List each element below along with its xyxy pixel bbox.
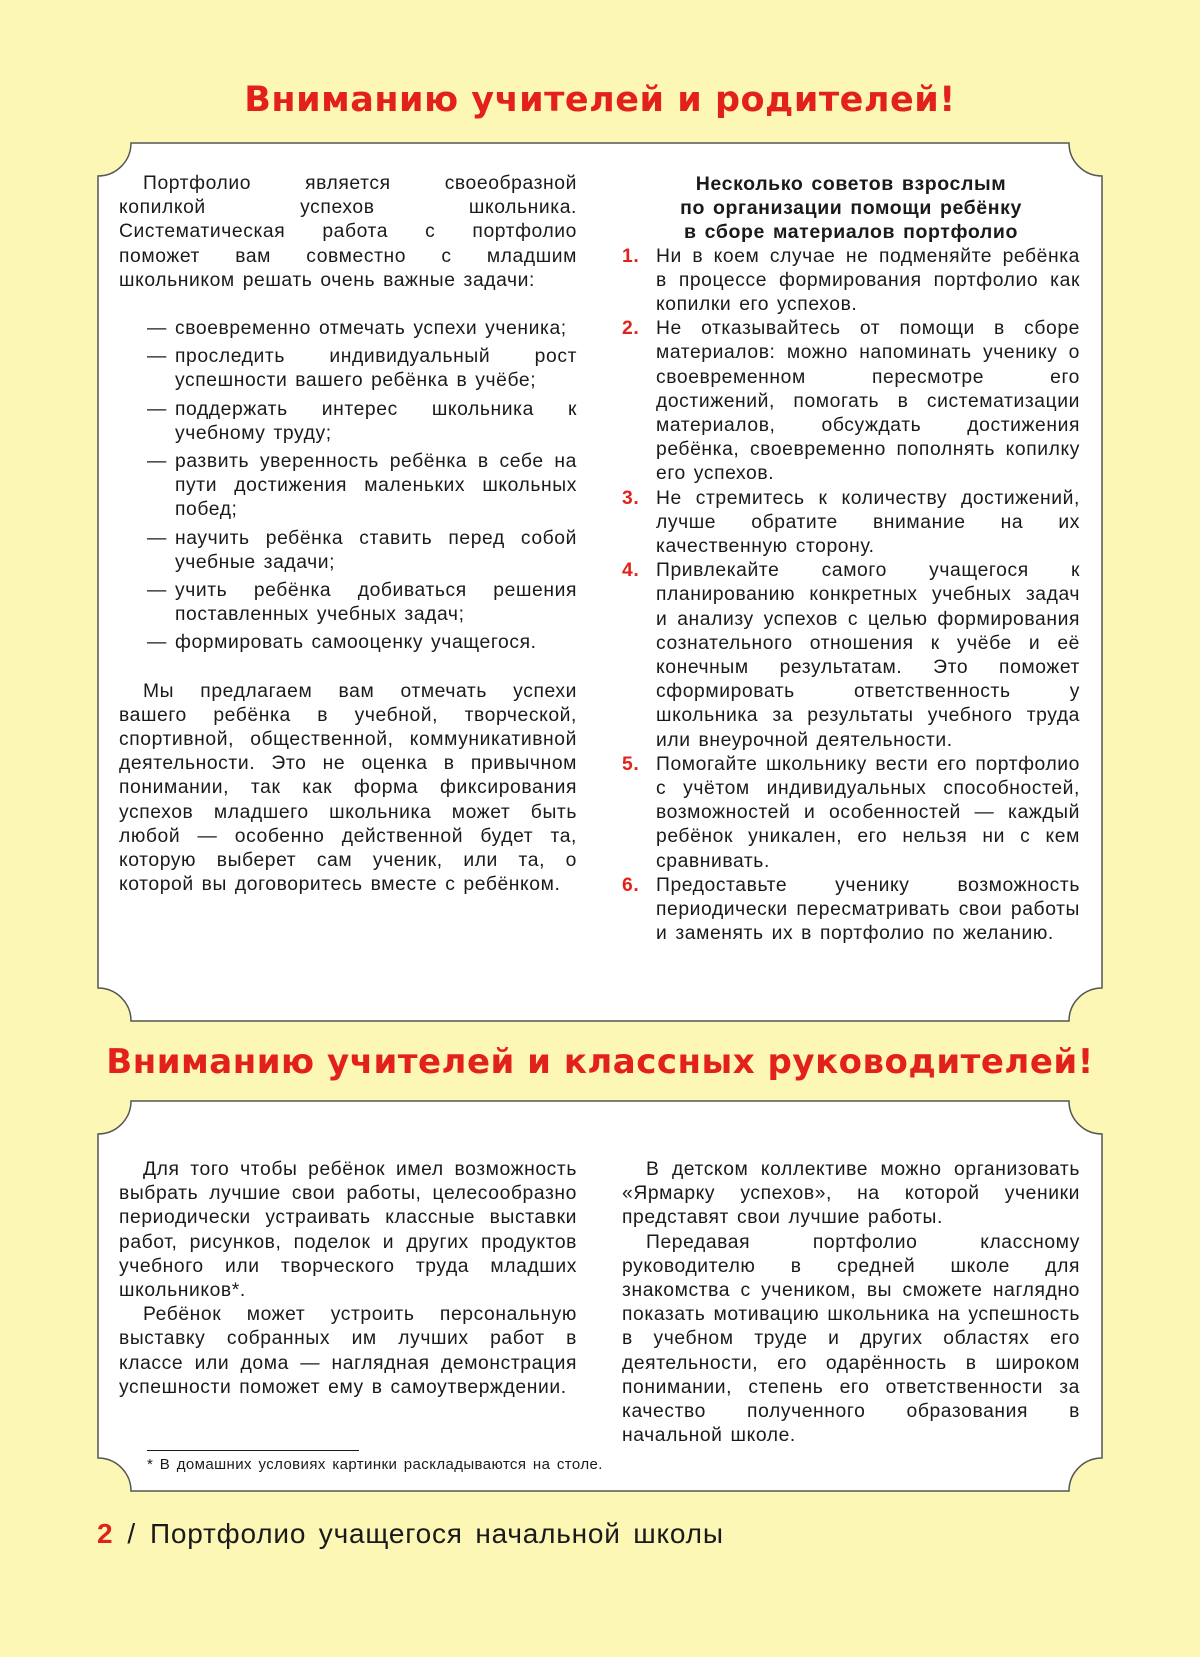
tips-column	[622, 172, 1080, 947]
tip-number: 1.	[622, 245, 640, 267]
tip-item: 6. Предоставьте ученику возможность периодически пересматривать свои работы и заменять их в портфолио по желанию.	[622, 874, 1080, 945]
heading-teachers-parents: Вниманию учителей и родителей!	[244, 80, 956, 120]
paragraph: В детском коллективе можно организовать «Ярмарку успехов», на которой ученики представят свои лучшие работы.	[622, 1159, 1080, 1229]
page-footer	[97, 1518, 724, 1550]
closing-paragraph: Мы предлагаем вам отмечать успехи вашего ребёнка в учебной, творческой, спортивной, общественной, коммуникативной деятельности. Это не оценка в привычном понимании, так как форма фиксирования успехов младшего школьника может быть любой — особенно действенной будет та, которую выберет сам ученик, или та, о которой вы договоритесь вместе с ребёнком.	[119, 680, 577, 896]
list-item: — учить ребёнка добиваться решения поставленных учебных задач;	[147, 580, 577, 626]
portfolio-intro-column	[119, 172, 577, 897]
tip-number: 2.	[622, 318, 640, 340]
tip-item: 2. Не отказывайтесь от помощи в сборе материалов: можно напоминать ученику о своевременном пересмотре его достижений, помогать в систематизации материалов, обсуждать достижения ребёнка, своевременно пополнять копилку его успехов.	[622, 318, 1080, 485]
class-leader-column	[622, 1158, 1080, 1448]
tip-number: 6.	[622, 874, 640, 896]
tip-item: 5. Помогайте школьнику вести его портфолио с учётом индивидуальных способностей, возможностей и особенностей — каждый ребёнок уникален, его нельзя ни с кем сравнивать.	[622, 753, 1080, 872]
list-item: — проследить индивидуальный рост успешности вашего ребёнка в учёбе;	[147, 346, 577, 392]
paragraph: Для того чтобы ребёнок имел возможность выбрать лучшие свои работы, целесообразно периодически устраивать классные выставки работ, рисунков, поделок и других продуктов учебного или творческого труда младших школьников*.	[119, 1159, 577, 1302]
intro-paragraph: Портфолио является своеобразной копилкой успехов школьника. Систематическая работа с портфолио поможет вам совместно с младшим школьником решать очень важные задачи:	[119, 173, 577, 291]
list-item: — развить уверенность ребёнка в себе на пути достижения маленьких школьных побед;	[147, 451, 577, 521]
tip-number: 5.	[622, 753, 640, 775]
exhibitions-column	[119, 1158, 577, 1400]
panel-teachers-class-leaders	[97, 1100, 1103, 1492]
footnote: * В домашних условиях картинки раскладываются на столе.	[147, 1456, 603, 1473]
list-item: — поддержать интерес школьника к учебному труду;	[147, 398, 577, 444]
panel-teachers-parents	[97, 142, 1103, 1022]
list-item: — формировать самооценку учащегося.	[147, 632, 537, 654]
footer-title: Портфолио учащегося начальной школы	[149, 1518, 724, 1549]
tip-number: 3.	[622, 487, 640, 509]
tip-item: 4. Привлекайте самого учащегося к планированию конкретных учебных задач и анализу успехов с целью формирования сознательного отношения к учёбе и её конечным результатам. Это поможет сформировать ответственность у школьника за результаты учебного труда или внеурочной деятельности.	[622, 560, 1080, 751]
heading-teachers-class-leaders: Вниманию учителей и классных руководителей!	[106, 1042, 1094, 1082]
paragraph: Ребёнок может устроить персональную выставку собранных им лучших работ в классе или дома — наглядная демонстрация успешности поможет ему в самоутверждении.	[119, 1304, 577, 1398]
page-number: 2	[97, 1518, 114, 1549]
tasks-list	[147, 317, 577, 656]
list-item: — своевременно отмечать успехи ученика;	[147, 318, 567, 340]
list-item: — научить ребёнка ставить перед собой учебные задачи;	[147, 527, 577, 573]
footer-separator: /	[127, 1518, 136, 1549]
tip-item: 3. Не стремитесь к количеству достижений, лучше обратите внимание на их качественную сторону.	[622, 487, 1080, 558]
paragraph: Передавая портфолио классному руководителю в средней школе для знакомства с учеником, вы сможете наглядно показать мотивацию школьника на успешность в учебном труде и других областях его деятельности, его одарённость в широком понимании, степень его ответственности за качество полученного образования в начальной школе.	[622, 1231, 1080, 1447]
tip-number: 4.	[622, 560, 640, 582]
tip-item: 1. Ни в коем случае не подменяйте ребёнка в процессе формирования портфолио как копилки его успехов.	[622, 245, 1080, 316]
tips-list	[622, 245, 1080, 947]
footnote-divider	[147, 1450, 359, 1451]
tips-title: Несколько советов взрослым по организации помощи ребёнку в сборе материалов портфолио	[680, 173, 1022, 244]
